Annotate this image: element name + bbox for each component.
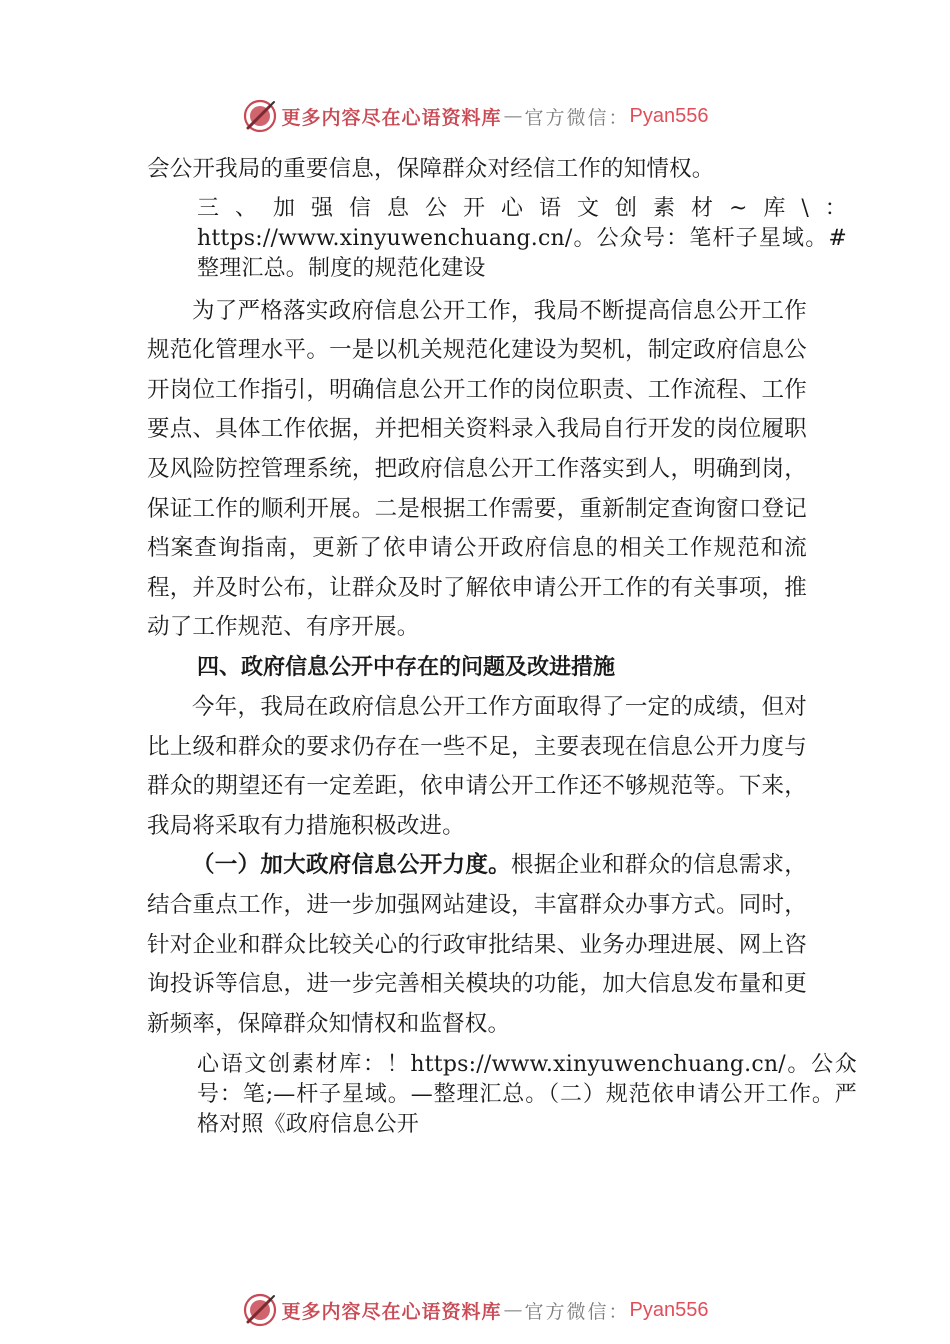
brush-logo-icon xyxy=(242,98,278,134)
paragraph-problems: 今年，我局在政府信息公开工作方面取得了一定的成绩，但对比上级和群众的要求仍存在一些不足，主要表现在信息公开力度与群众的期望还有一定差距，依申请公开工作还不够规范等。下来，我局将采取有力措施积极改进。 xyxy=(147,693,807,839)
paragraph-continued: 会公开我局的重要信息，保障群众对经信工作的知情权。 xyxy=(147,156,715,182)
measure-1-text: 根据企业和群众的信息需求，结合重点工作，进一步加强网站建设，丰富群众办事方式。同时，针对企业和群众比较关心的行政审批结果、业务办理进展、网上咨询投诉等信息，进一步完善相关模块的功能，加大信息发布量和更新频率，保障群众知情权和监督权。 xyxy=(147,852,807,1037)
footer-watermark-banner xyxy=(0,1290,950,1330)
subheading-measure-1: （一）加大政府信息公开力度。 xyxy=(192,852,511,879)
banner-wechat-id: Pyan556 xyxy=(629,104,709,127)
banner-wechat-label: 官方微信： xyxy=(524,106,630,129)
section-heading-4: 四、政府信息公开中存在的问题及改进措施 xyxy=(197,654,616,680)
banner-brand-text: 更多内容尽在心语资料库 xyxy=(281,106,502,129)
brush-logo-icon xyxy=(242,1292,278,1328)
inserted-promo-text-2: 心语文创素材库：！https://www.xinyuwenchuang.cn/。公众号：笔;—杆子星域。—整理汇总。（二）规范依申请公开工作。严格对照《政府信息公开 xyxy=(197,1052,857,1138)
banner-brand-text: 更多内容尽在心语资料库 xyxy=(281,1300,502,1323)
header-watermark-banner xyxy=(0,96,950,136)
banner-dash: — xyxy=(503,105,523,127)
paragraph-measure-1 xyxy=(147,846,807,1044)
paragraph-standardization: 为了严格落实政府信息公开工作，我局不断提高信息公开工作规范化管理水平。一是以机关规范化建设为契机，制定政府信息公开岗位工作指引，明确信息公开工作的岗位职责、工作流程、工作要点、具体工作依据，并把相关资料录入我局自行开发的岗位履职及风险防控管理系统，把政府信息公开工作落实到人，明确到岗，保证工作的顺利开展。二是根据工作需要，重新制定查询窗口登记档案查询指南，更新了依申请公开政府信息的相关工作规范和流程，并及时公布，让群众及时了解依申请公开工作的有关事项，推动了工作规范、有序开展。 xyxy=(147,297,807,641)
banner-wechat-label: 官方微信： xyxy=(524,1300,630,1323)
inserted-promo-text: 三、加强信息公开心语文创素材~库\：https://www.xinyuwenchuang.cn/。公众号：笔杆子星域。#整理汇总。制度的规范化建设 xyxy=(197,195,847,281)
banner-wechat-id: Pyan556 xyxy=(629,1298,709,1321)
document-body xyxy=(147,150,857,1140)
banner-dash: — xyxy=(503,1299,523,1321)
